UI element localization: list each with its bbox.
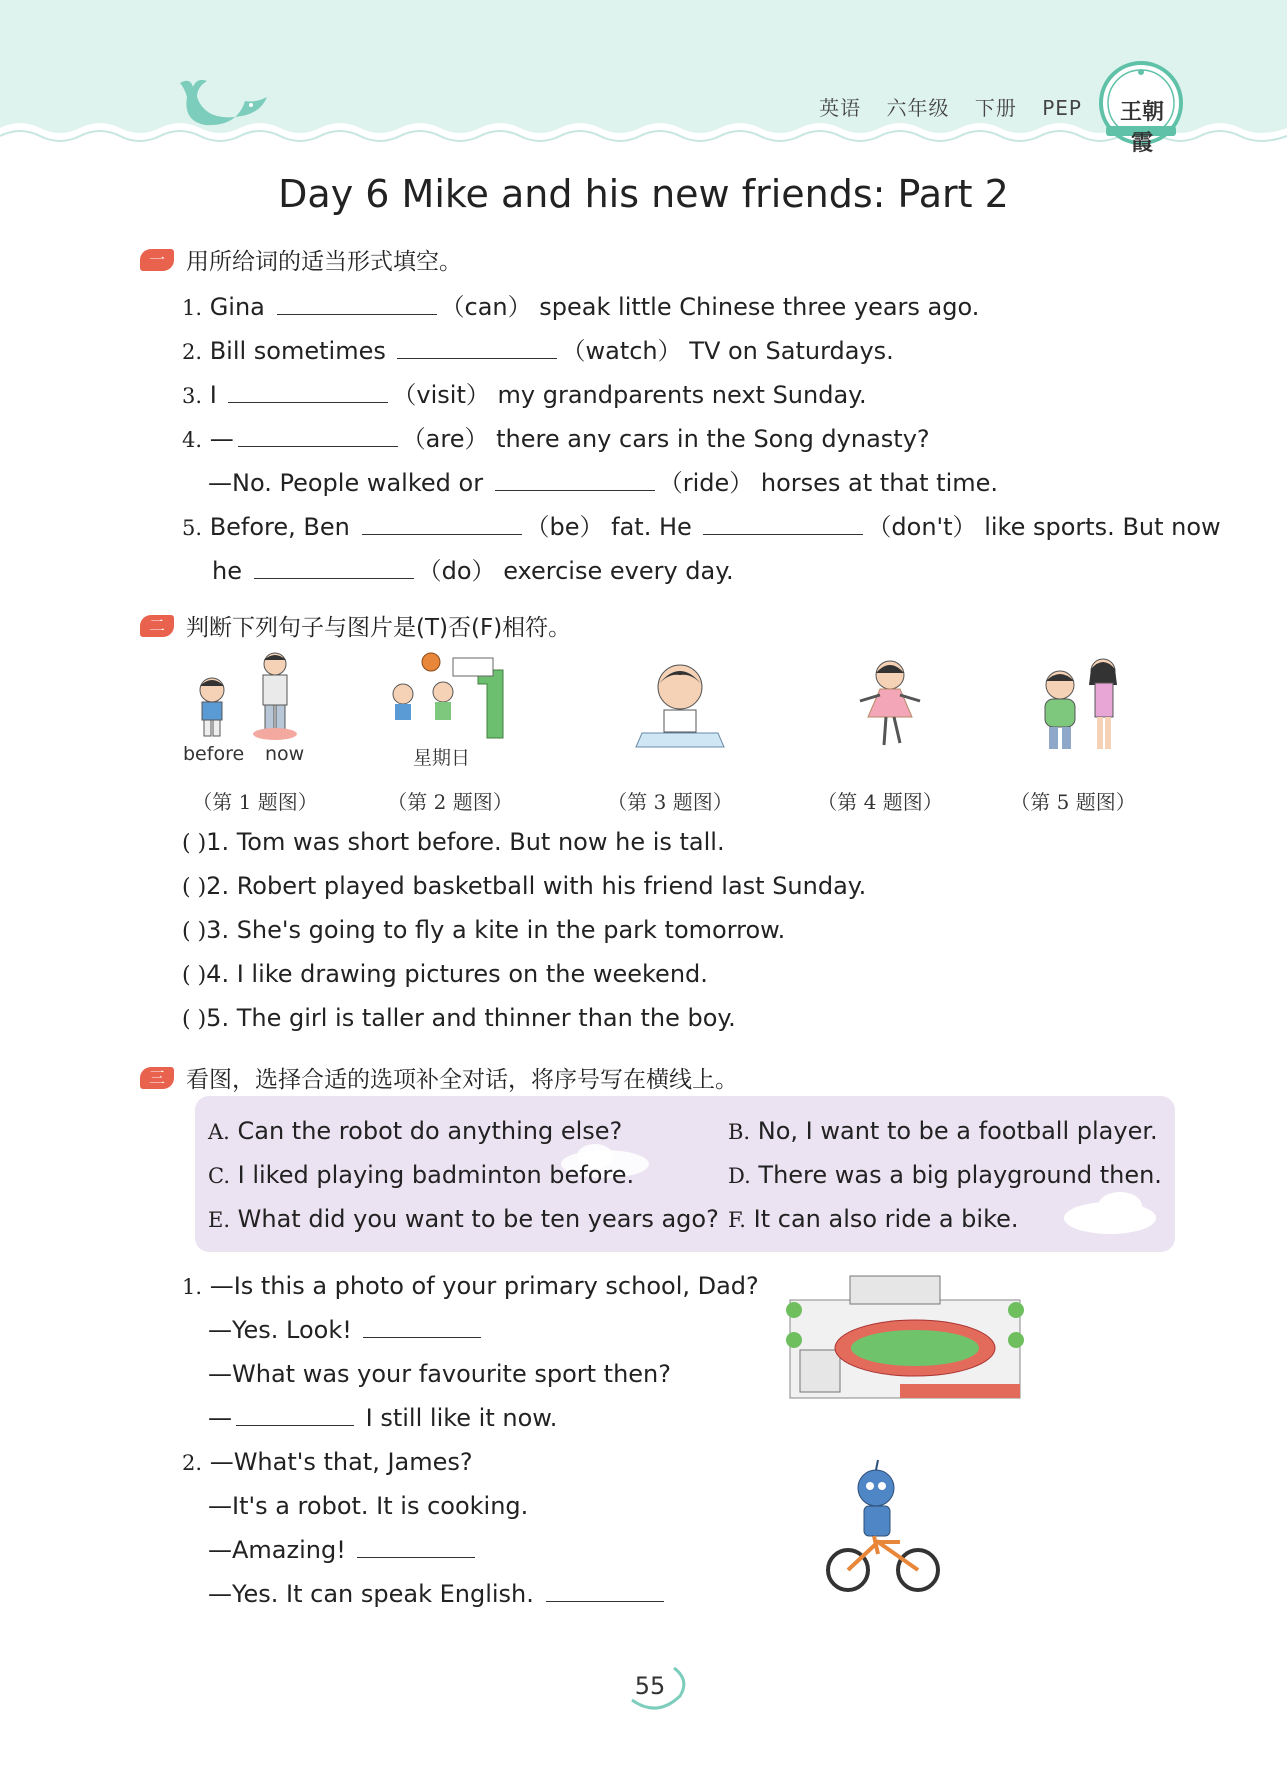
- figure-1-boy-illustration: [190, 650, 310, 742]
- option-d: [728, 1161, 1162, 1189]
- figure-3-caption: （第 3 题图）: [607, 790, 733, 814]
- s2-item-4: [182, 960, 708, 988]
- volume-label: 下册: [974, 96, 1017, 120]
- answer-blank[interactable]: [397, 338, 557, 359]
- dialog-text: —What was your favourite sport then?: [208, 1360, 672, 1388]
- item-number: 5.: [182, 516, 203, 540]
- figure-1-caption: （第 1 题图）: [192, 790, 318, 814]
- dialog-text: —What's that, James?: [209, 1448, 473, 1476]
- section1-instruction: 用所给词的适当形式填空。: [186, 249, 462, 275]
- dialog2-line-4: [208, 1580, 668, 1608]
- dialog-text: —Amazing!: [208, 1536, 346, 1564]
- item-number: 1.: [182, 296, 203, 320]
- section2-badge: 二: [140, 615, 174, 637]
- s1-item-4: [182, 419, 930, 454]
- option-text: There was a big playground then.: [758, 1161, 1162, 1189]
- dialog-text: I still like it now.: [365, 1404, 558, 1432]
- dialog-text: —It's a robot. It is cooking.: [208, 1492, 529, 1520]
- s2-item-3: [182, 916, 785, 944]
- section3-badge: 三: [140, 1067, 174, 1089]
- option-a: [208, 1117, 622, 1145]
- option-letter: D.: [728, 1164, 751, 1188]
- option-letter: F.: [728, 1208, 746, 1232]
- figure-5-caption: （第 5 题图）: [1010, 790, 1136, 814]
- word-hint: （visit）: [392, 381, 490, 409]
- dialog-text: —Is this a photo of your primary school, Dad?: [209, 1272, 759, 1300]
- item-text: like sports. But now: [984, 513, 1221, 541]
- robot-riding-bike-illustration: [818, 1458, 953, 1598]
- item-text: speak little Chinese three years ago.: [539, 293, 980, 321]
- dialog-text: —: [208, 1404, 232, 1432]
- item-text: Before, Ben: [209, 513, 350, 541]
- dialog-text: —Yes. Look!: [208, 1316, 352, 1344]
- answer-blank[interactable]: [357, 1537, 475, 1558]
- school-playground-illustration: [780, 1270, 1030, 1410]
- figure-4-caption: （第 4 题图）: [817, 790, 943, 814]
- figure-1-now-label: now: [265, 743, 305, 765]
- item-number: 1.: [182, 1275, 203, 1299]
- item-text: 4. I like drawing pictures on the weekend.: [206, 960, 708, 988]
- answer-parenthesis[interactable]: ( ): [182, 919, 207, 944]
- figure-1-before-label: before: [183, 743, 245, 765]
- subject-label: 英语: [819, 96, 862, 120]
- answer-parenthesis[interactable]: ( ): [182, 1007, 207, 1032]
- item-number: 4.: [182, 428, 203, 452]
- option-text: Can the robot do anything else?: [237, 1117, 623, 1145]
- option-text: It can also ride a bike.: [753, 1205, 1019, 1233]
- brand-logo-text: 王朝霞: [1119, 99, 1164, 156]
- page-number: 55: [634, 1672, 666, 1700]
- item-text: 3. She's going to fly a kite in the park tomorrow.: [206, 916, 786, 944]
- dialog2-line-2: [208, 1492, 528, 1520]
- item-text: Gina: [209, 293, 265, 321]
- item-text: fat. He: [611, 513, 692, 541]
- option-text: No, I want to be a football player.: [757, 1117, 1158, 1145]
- s2-item-2: [182, 872, 866, 900]
- answer-blank[interactable]: [236, 1405, 354, 1426]
- item-text: Bill sometimes: [209, 337, 386, 365]
- word-hint: （don't）: [867, 513, 977, 541]
- item-text: —No. People walked or: [208, 469, 484, 497]
- dialog1-line-4: [208, 1404, 557, 1432]
- answer-blank[interactable]: [363, 1317, 481, 1338]
- item-text: there any cars in the Song dynasty?: [496, 425, 930, 453]
- word-hint: （watch）: [561, 337, 682, 365]
- header-meta: [801, 92, 1082, 121]
- option-letter: A.: [208, 1120, 230, 1144]
- section3-instruction: 看图，选择合适的选项补全对话，将序号写在横线上。: [186, 1067, 738, 1093]
- section2-heading: [140, 609, 571, 642]
- dialog1-line-2: [208, 1316, 485, 1344]
- item-text: 1. Tom was short before. But now he is tall.: [206, 828, 725, 856]
- item-text: my grandparents next Sunday.: [497, 381, 867, 409]
- answer-blank[interactable]: [277, 294, 437, 315]
- s2-item-5: [182, 1004, 736, 1032]
- item-number: 3.: [182, 384, 203, 408]
- figure-5-boy-and-girl-illustration: [1025, 655, 1135, 755]
- item-text: horses at that time.: [760, 469, 999, 497]
- section1-badge: 一: [140, 249, 174, 271]
- dialog1-line-3: [208, 1360, 671, 1388]
- word-hint: （are）: [401, 425, 489, 453]
- figure-2-sunday-label: 星期日: [413, 747, 471, 769]
- s1-item-3: [182, 375, 867, 410]
- item-number: 2.: [182, 340, 203, 364]
- answer-parenthesis[interactable]: ( ): [182, 963, 207, 988]
- option-f: [728, 1205, 1019, 1233]
- s1-item-1: [182, 287, 979, 322]
- item-number: 2.: [182, 1451, 203, 1475]
- answer-blank[interactable]: [238, 426, 398, 447]
- section3-heading: [140, 1061, 738, 1094]
- answer-blank[interactable]: [254, 558, 414, 579]
- page-title: Day 6 Mike and his new friends: Part 2: [278, 172, 1009, 216]
- item-text: he: [212, 557, 242, 585]
- word-hint: （be）: [525, 513, 604, 541]
- figure-3-girl-drawing-illustration: [620, 655, 740, 755]
- option-letter: E.: [208, 1208, 231, 1232]
- figure-4-girl-dancing-illustration: [840, 655, 940, 755]
- s1-item-2: [182, 331, 894, 366]
- edition-label: PEP: [1042, 96, 1082, 120]
- s1-item-5-cont: [212, 551, 734, 586]
- answer-parenthesis[interactable]: ( ): [182, 831, 207, 856]
- dialog-text: —Yes. It can speak English.: [208, 1580, 534, 1608]
- figure-2-basketball-illustration: [383, 650, 518, 742]
- s1-item-5: [182, 507, 1221, 542]
- word-hint: （ride）: [658, 469, 754, 497]
- dialog2-line-3: [208, 1536, 479, 1564]
- answer-blank[interactable]: [362, 514, 522, 535]
- option-letter: C.: [208, 1164, 230, 1188]
- dialog2-line-1: [182, 1448, 473, 1476]
- answer-blank[interactable]: [228, 382, 388, 403]
- answer-blank[interactable]: [495, 470, 655, 491]
- item-text: I: [209, 381, 217, 409]
- option-e: [208, 1205, 719, 1233]
- grade-label: 六年级: [886, 96, 950, 120]
- word-hint: （can）: [440, 293, 532, 321]
- whale-icon: [175, 75, 275, 135]
- section2-instruction: 判断下列句子与图片是(T)否(F)相符。: [186, 615, 572, 641]
- option-text: What did you want to be ten years ago?: [237, 1205, 719, 1233]
- s1-item-4-answer: [208, 463, 998, 498]
- item-text: —: [209, 425, 234, 453]
- answer-blank[interactable]: [703, 514, 863, 535]
- option-letter: B.: [728, 1120, 751, 1144]
- cloud-decoration-icon: [1060, 1188, 1160, 1236]
- figure-2-caption: （第 2 题图）: [387, 790, 513, 814]
- word-hint: （do）: [417, 557, 496, 585]
- section1-heading: [140, 243, 462, 276]
- dialog1-line-1: [182, 1272, 759, 1300]
- s2-item-1: [182, 828, 725, 856]
- item-text: exercise every day.: [503, 557, 734, 585]
- answer-parenthesis[interactable]: ( ): [182, 875, 207, 900]
- option-b: [728, 1117, 1158, 1145]
- item-text: 2. Robert played basketball with his friend last Sunday.: [206, 872, 867, 900]
- item-text: TV on Saturdays.: [689, 337, 894, 365]
- item-text: 5. The girl is taller and thinner than the boy.: [206, 1004, 736, 1032]
- option-text: I liked playing badminton before.: [237, 1161, 635, 1189]
- option-c: [208, 1161, 634, 1189]
- answer-blank[interactable]: [546, 1581, 664, 1602]
